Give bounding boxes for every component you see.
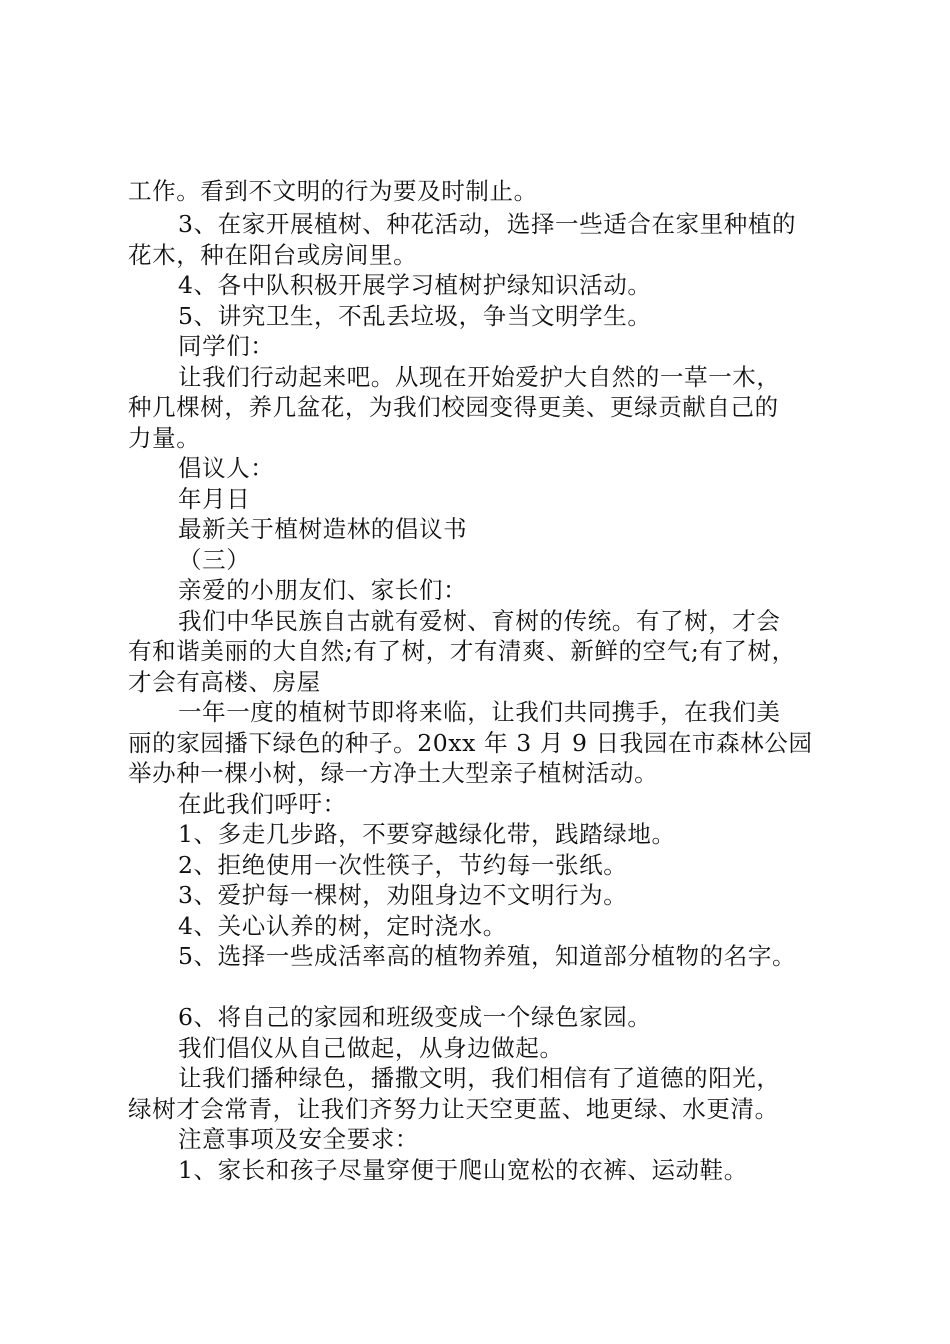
paragraph-line: 绿树才会常青，让我们齐努力让天空更蓝、地更绿、水更清。 — [128, 1095, 779, 1123]
list-item: 4、关心认养的树，定时浇水。 — [178, 912, 507, 940]
paragraph-line: 同学们： — [178, 332, 275, 360]
paragraph-line: 丽的家园播下绿色的种子。20xx 年 3 月 9 日我园在市森林公园 — [128, 729, 813, 757]
paragraph-line: 我们倡仪从自己做起，从身边做起。 — [178, 1034, 564, 1062]
paragraph-line: 一年一度的植树节即将来临，让我们共同携手，在我们美 — [178, 698, 781, 726]
paragraph-line: 工作。看到不文明的行为要及时制止。 — [128, 177, 538, 205]
paragraph-line: 有和谐美丽的大自然;有了树，才有清爽、新鲜的空气;有了树， — [128, 637, 796, 665]
paragraph-line: 3、在家开展植树、种花活动，选择一些适合在家里种植的 — [178, 210, 797, 238]
list-item: 6、将自己的家园和班级变成一个绿色家园。 — [178, 1003, 652, 1031]
paragraph-line: 4、各中队积极开展学习植树护绿知识活动。 — [178, 271, 652, 299]
list-item: 3、爱护每一棵树，劝阻身边不文明行为。 — [178, 881, 628, 909]
paragraph-line: 在此我们呼吁： — [178, 790, 347, 818]
list-item: 1、家长和孩子尽量穿便于爬山宽松的衣裤、运动鞋。 — [178, 1156, 748, 1184]
paragraph-line: 种几棵树，养几盆花，为我们校园变得更美、更绿贡献自己的 — [128, 393, 779, 421]
paragraph-line: 才会有高楼、房屋 — [128, 668, 321, 696]
paragraph-line: 举办种一棵小树，绿一方净土大型亲子植树活动。 — [128, 759, 659, 787]
section-title: 最新关于植树造林的倡议书 — [178, 515, 468, 543]
paragraph-line: 我们中华民族自古就有爱树、育树的传统。有了树，才会 — [178, 607, 781, 635]
list-item: 1、多走几步路，不要穿越绿化带，践踏绿地。 — [178, 820, 676, 848]
paragraph-line: 让我们行动起来吧。从现在开始爱护大自然的一草一木， — [178, 363, 781, 391]
salutation: 亲爱的小朋友们、家长们： — [178, 576, 468, 604]
paragraph-line: 花木，种在阳台或房间里。 — [128, 241, 418, 269]
paragraph-line: 力量。 — [128, 424, 201, 452]
paragraph-line: 倡议人： — [178, 454, 275, 482]
paragraph-line: 5、讲究卫生，不乱丢垃圾，争当文明学生。 — [178, 302, 652, 330]
paragraph-line: 年月日 — [178, 485, 251, 513]
section-number: （三） — [178, 546, 251, 574]
paragraph-line: 注意事项及安全要求： — [178, 1125, 419, 1153]
paragraph-line: 让我们播种绿色，播撒文明，我们相信有了道德的阳光， — [178, 1064, 781, 1092]
list-item: 5、选择一些成活率高的植物养殖，知道部分植物的名字。 — [178, 942, 797, 970]
list-item: 2、拒绝使用一次性筷子，节约每一张纸。 — [178, 851, 628, 879]
